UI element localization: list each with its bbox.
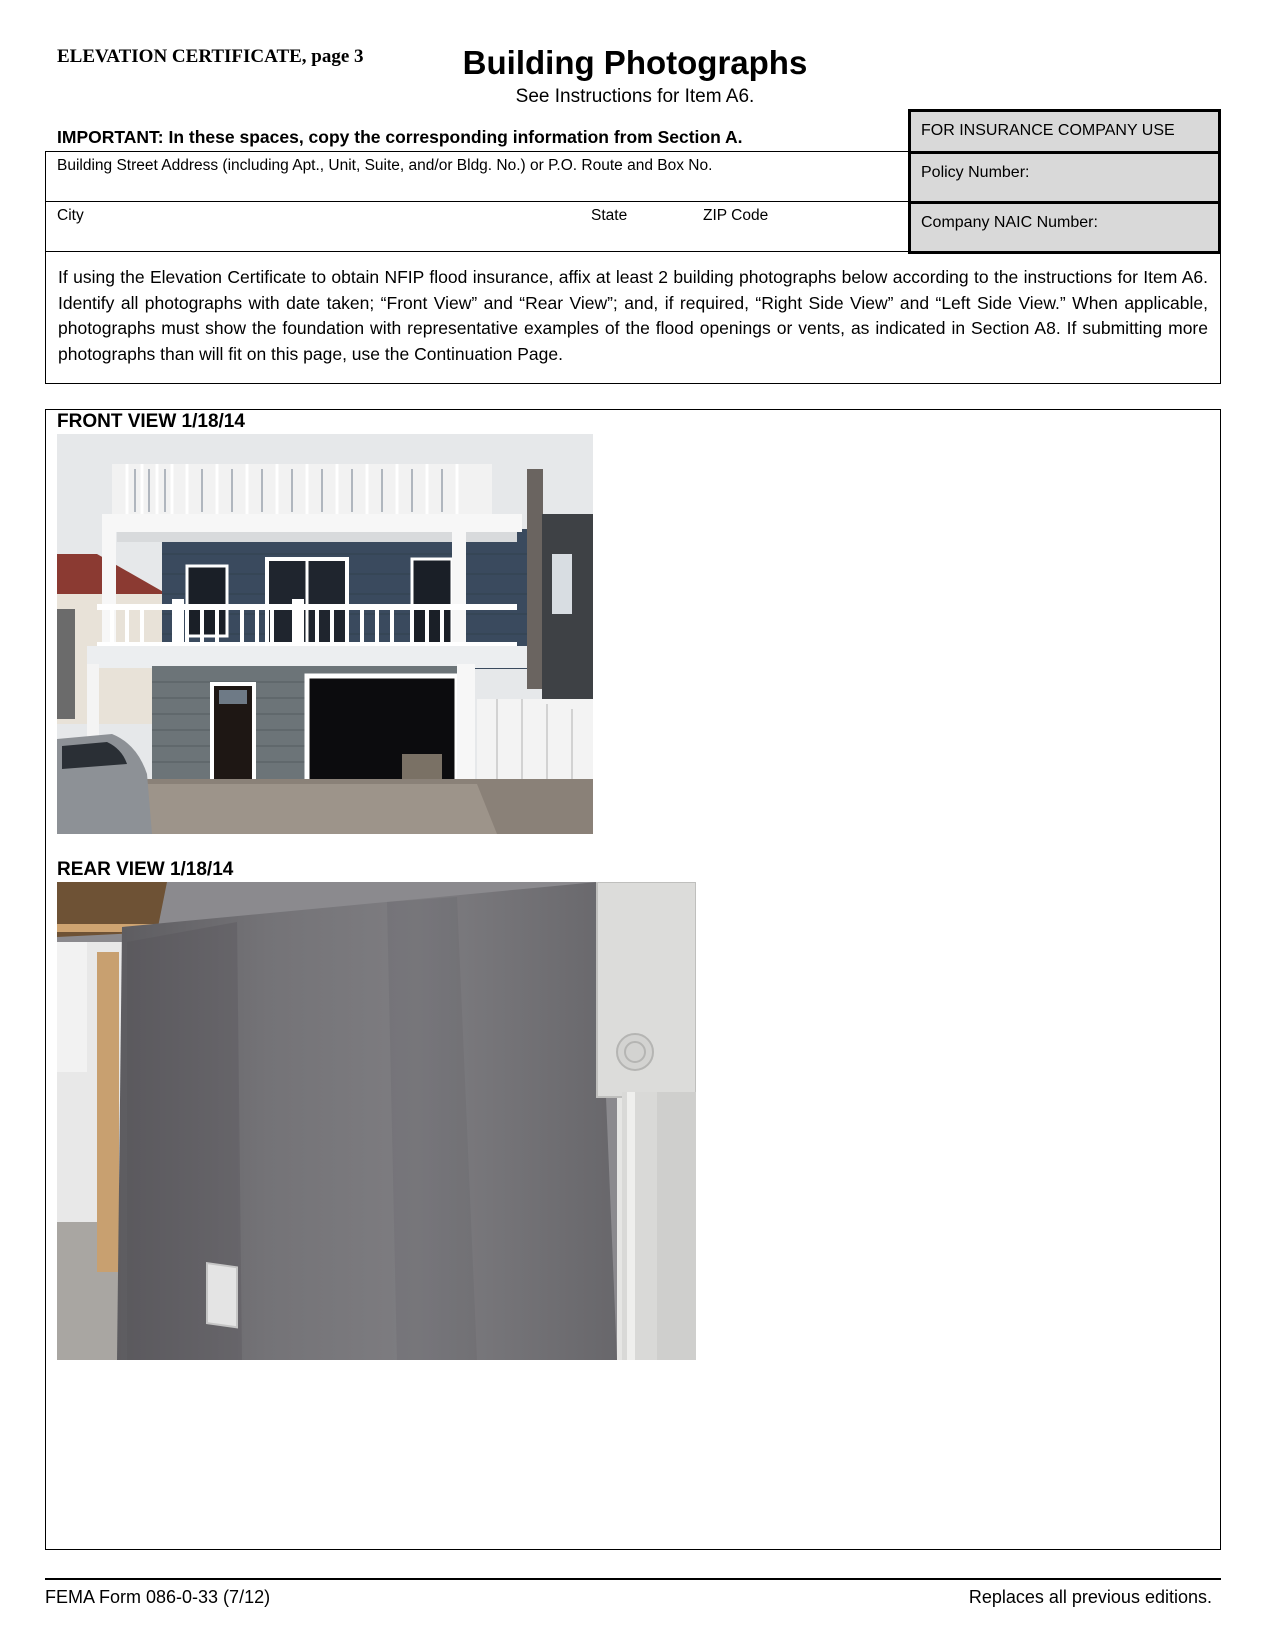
rear-view-photo bbox=[57, 882, 696, 1360]
form-page-label: ELEVATION CERTIFICATE, page 3 bbox=[57, 46, 364, 67]
footer-rule bbox=[45, 1578, 1221, 1580]
insurance-heading: FOR INSURANCE COMPANY USE bbox=[911, 112, 1218, 154]
front-view-caption: FRONT VIEW 1/18/14 bbox=[57, 411, 245, 432]
important-note: IMPORTANT: In these spaces, copy the corresponding information from Section A. bbox=[57, 127, 743, 147]
insurance-company-box bbox=[908, 109, 1221, 254]
instructions-box bbox=[45, 251, 1221, 384]
form-number: FEMA Form 086-0-33 (7/12) bbox=[45, 1587, 271, 1607]
rear-view-caption: REAR VIEW 1/18/14 bbox=[57, 859, 234, 880]
street-address-field[interactable] bbox=[45, 151, 908, 202]
policy-number-field[interactable]: Policy Number: bbox=[911, 154, 1218, 204]
street-address-label: Building Street Address (including Apt., Unit, Suite, and/or Bldg. No.) or P.O. Route and Box No. bbox=[57, 157, 713, 174]
replaces-note: Replaces all previous editions. bbox=[968, 1587, 1212, 1607]
city-label: City bbox=[57, 207, 84, 224]
page-title: Building Photographs bbox=[462, 44, 808, 81]
instructions-text: If using the Elevation Certificate to obtain NFIP flood insurance, affix at least 2 building photographs below according to the instructions for Item A6. Identify all photographs with date taken; “Front View” and “Rear View”; and, if required, “Right Side View” and “Left Side View.” When applicable, photographs must show the foundation with representative examples of the flood openings or vents, as indicated in Section A8. If submitting more photographs than will fit on this page, use the Continuation Page. bbox=[58, 267, 1208, 364]
state-label: State bbox=[591, 207, 628, 224]
naic-number-field[interactable]: Company NAIC Number: bbox=[921, 214, 1098, 231]
page-subtitle: See Instructions for Item A6. bbox=[515, 86, 755, 107]
front-view-photo bbox=[57, 434, 593, 834]
zip-label: ZIP Code bbox=[703, 207, 769, 224]
